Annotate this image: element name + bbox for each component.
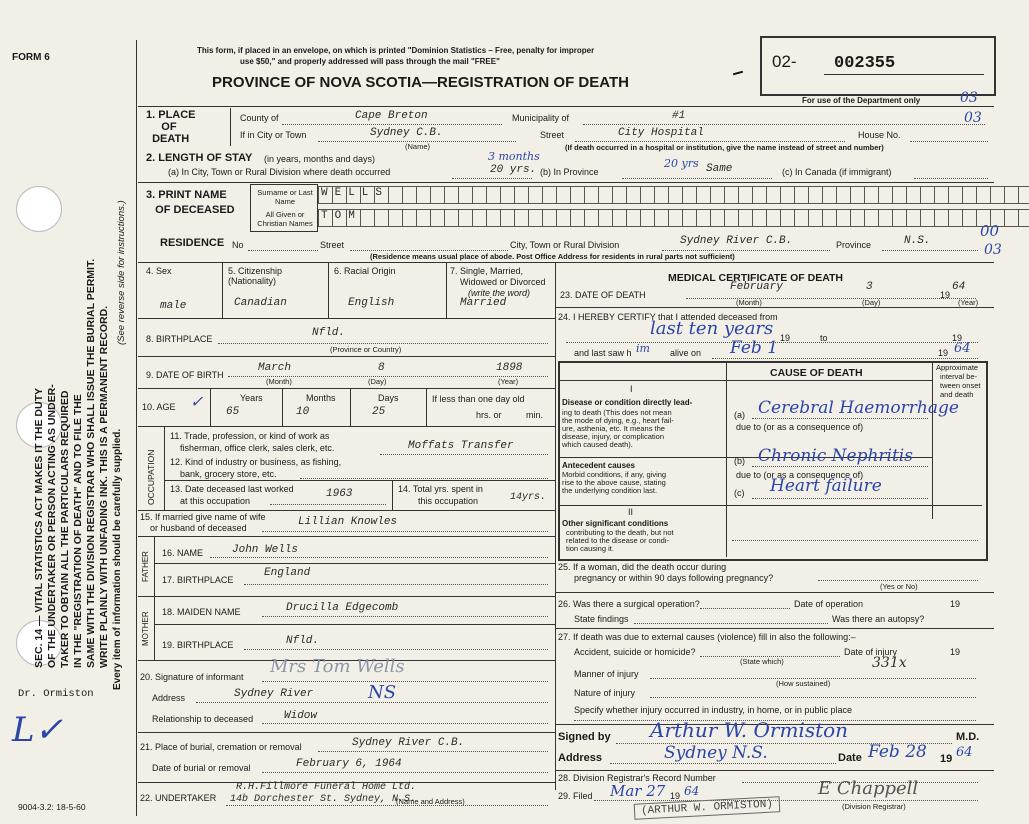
birthplace-value: Nfld.: [312, 327, 346, 339]
burial-place: Sydney River C.B.: [352, 737, 465, 749]
stay-a-ink: 3 months: [488, 150, 540, 163]
death-month: February: [730, 281, 783, 293]
residence-city: Sydney River C.B.: [680, 235, 793, 247]
last-saw-ink: Feb 1: [730, 338, 779, 358]
stay-b-value: Same: [706, 163, 733, 175]
age-check-ink: ✓: [190, 392, 204, 411]
last-saw-year: 64: [954, 341, 971, 356]
registration-number-box: [760, 36, 996, 96]
punch-hole-top: [16, 186, 62, 232]
notice-line1: This form, if placed in an envelope, on which is printed "Dominion Statistics – Free, penalty for improper: [197, 46, 595, 55]
burial-date: February 6, 1964: [296, 758, 402, 770]
physician-stamp: (ARTHUR W. ORMISTON): [634, 796, 781, 820]
informant-address: Sydney River: [234, 688, 314, 700]
registrar-signature: E Chappell: [818, 778, 919, 799]
signed-year-ink: 64: [956, 745, 973, 760]
filed-ink: Mar 27: [610, 782, 666, 800]
cause-c-ink: Heart failure: [770, 476, 882, 496]
age-years: 65: [226, 406, 240, 418]
dob-month: March: [258, 362, 292, 374]
dept-code1: 03: [960, 90, 978, 106]
street-value: City Hospital: [618, 127, 704, 139]
father-birthplace: England: [264, 567, 311, 579]
age-days: 25: [372, 406, 386, 418]
death-year: 64: [952, 281, 966, 293]
informant-signature: Mrs Tom Wells: [270, 656, 405, 677]
age-months: 10: [296, 406, 310, 418]
given-grid: [318, 209, 1029, 227]
marital-value: Married: [460, 297, 507, 309]
name-heading: 3. PRINT NAME OF DECEASED: [146, 189, 235, 216]
residence-province: N.S.: [904, 235, 931, 247]
city-value: Sydney C.B.: [370, 127, 443, 139]
father-name: John Wells: [232, 544, 299, 556]
surname-value: WELLS: [321, 187, 390, 199]
citizen-value: Canadian: [234, 297, 287, 309]
page-title: PROVINCE OF NOVA SCOTIA—REGISTRATION OF DEATH: [212, 74, 629, 91]
informant-address-ink: NS: [368, 682, 397, 703]
form-number: FORM 6: [12, 52, 50, 63]
relationship-value: Widow: [284, 710, 318, 722]
physician-signature: Arthur W. Ormiston: [650, 718, 849, 742]
racial-value: English: [348, 297, 395, 309]
reg-number: 002355: [834, 54, 896, 73]
dob-day: 8: [378, 362, 385, 374]
residence-ink1: 00: [980, 222, 1000, 240]
residence-ink2: 03: [984, 242, 1002, 258]
cause-b-ink: Chronic Nephritis: [758, 446, 913, 466]
undertaker-address: 14b Dorchester St. Sydney, N.S.: [230, 794, 417, 805]
sex-value: male: [160, 300, 187, 312]
last-worked-value: 1963: [326, 488, 353, 500]
dept-use-label: For use of the Department only: [802, 96, 921, 105]
wife-value: Lillian Knowles: [298, 516, 398, 528]
county-value: Cape Breton: [355, 110, 428, 122]
total-years-value: 14yrs.: [510, 492, 547, 503]
given-value: TOM: [321, 210, 362, 222]
footer-code: 9004-3.2: 18-5-60: [18, 802, 86, 812]
mother-maiden-name: Drucilla Edgecomb: [286, 602, 399, 614]
cause-a-ink: Cerebral Haemorrhage: [758, 398, 959, 418]
surname-grid: [318, 186, 1029, 204]
occupation-value: Moffats Transfer: [408, 440, 514, 452]
dob-year: 1898: [496, 362, 523, 374]
physician-address: Sydney N.S.: [664, 743, 768, 763]
municipality-value: #1: [672, 110, 686, 122]
place-heading: 1. PLACE OF DEATH: [146, 109, 196, 145]
code-ink: 331x: [872, 655, 907, 671]
stay-a-value: 20 yrs.: [490, 164, 537, 176]
dept-code2: 03: [964, 110, 982, 126]
stay-b-ink: 20 yrs: [664, 157, 699, 170]
reg-prefix: 02-: [772, 52, 797, 71]
notice-line2: use $50," and properly addressed will pass through the mail "FREE": [240, 57, 500, 66]
undertaker-name: R.H.Fillmore Funeral Home Ltd.: [236, 782, 417, 793]
filed-year-ink: 64: [684, 784, 700, 798]
ink-dash: [733, 71, 743, 76]
last-saw-ink-him: im: [636, 342, 650, 355]
initials-ink: L✓: [12, 710, 64, 750]
doctor-name: Dr. Ormiston: [18, 688, 94, 700]
attended-ink: last ten years: [650, 318, 774, 339]
death-day: 3: [866, 281, 873, 293]
mother-birthplace: Nfld.: [286, 635, 320, 647]
signed-date-ink: Feb 28: [868, 742, 927, 762]
